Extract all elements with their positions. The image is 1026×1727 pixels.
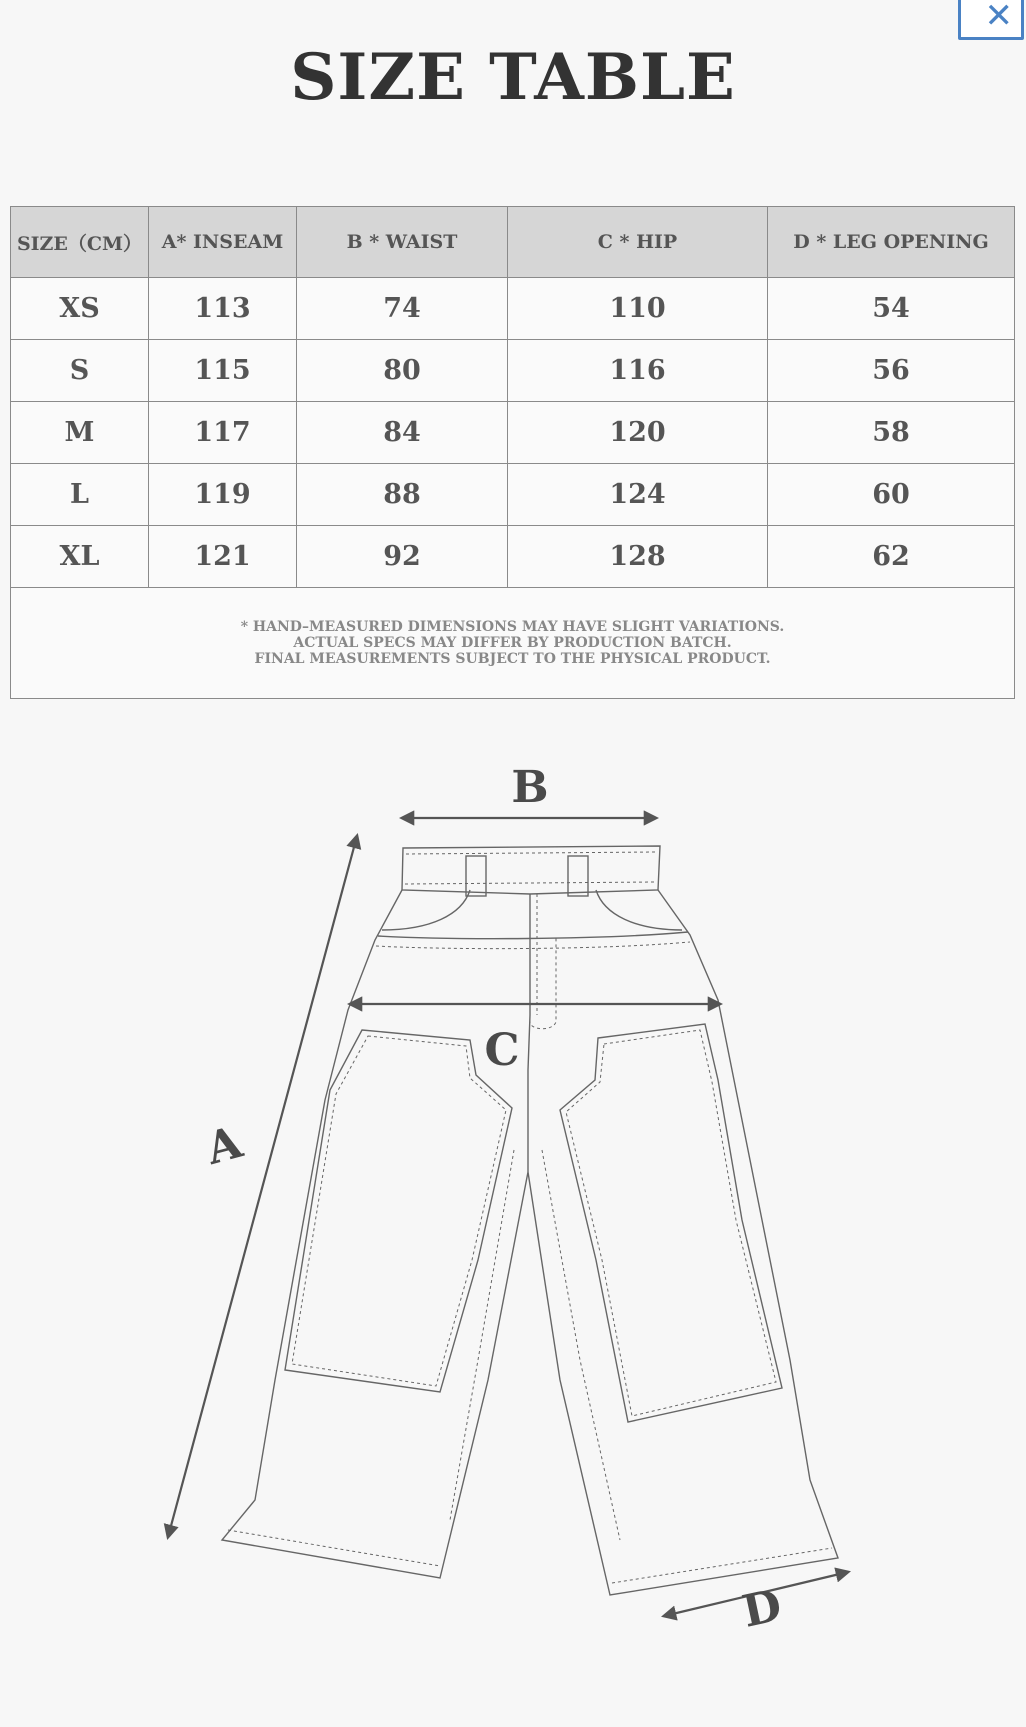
- header-leg-opening: D * LEG OPENING: [768, 207, 1015, 278]
- cell-hip: 110: [508, 278, 768, 340]
- note-line: ACTUAL SPECS MAY DIFFER BY PRODUCTION BATCH.: [293, 635, 732, 651]
- table-row: [11, 402, 1015, 464]
- cell-inseam: 113: [149, 278, 297, 340]
- label-a: A: [201, 1116, 248, 1176]
- cell-waist: 74: [297, 278, 508, 340]
- header-waist: B * WAIST: [297, 207, 508, 278]
- cell-size: L: [11, 464, 149, 526]
- table-row: [11, 278, 1015, 340]
- cell-hip: 128: [508, 526, 768, 588]
- cell-leg-opening: 56: [768, 340, 1015, 402]
- cell-hip: 124: [508, 464, 768, 526]
- label-c: C: [484, 1025, 520, 1076]
- cell-leg-opening: 58: [768, 402, 1015, 464]
- dimension-arrows: [168, 818, 848, 1616]
- page-title: SIZE TABLE: [290, 40, 736, 115]
- cell-waist: 80: [297, 340, 508, 402]
- size-table: [10, 206, 1015, 699]
- header-size: SIZE（CM）: [11, 207, 149, 278]
- cell-waist: 92: [297, 526, 508, 588]
- cell-leg-opening: 62: [768, 526, 1015, 588]
- cell-hip: 120: [508, 402, 768, 464]
- cell-inseam: 121: [149, 526, 297, 588]
- cell-waist: 88: [297, 464, 508, 526]
- header-hip: C * HIP: [508, 207, 768, 278]
- cell-inseam: 119: [149, 464, 297, 526]
- measurement-note: [11, 588, 1015, 699]
- header-inseam: A* INSEAM: [149, 207, 297, 278]
- pants-diagram-icon: [0, 740, 1026, 1720]
- table-row: [11, 464, 1015, 526]
- cell-size: XS: [11, 278, 149, 340]
- note-line: FINAL MEASUREMENTS SUBJECT TO THE PHYSICAL PRODUCT.: [254, 651, 771, 667]
- cell-leg-opening: 60: [768, 464, 1015, 526]
- cell-size: XL: [11, 526, 149, 588]
- label-d: D: [738, 1579, 786, 1638]
- cell-hip: 116: [508, 340, 768, 402]
- table-row: [11, 340, 1015, 402]
- cell-size: S: [11, 340, 149, 402]
- label-b: B: [511, 762, 549, 813]
- table-row: [11, 526, 1015, 588]
- cell-waist: 84: [297, 402, 508, 464]
- table-header-row: [11, 207, 1015, 278]
- close-button[interactable]: [958, 0, 1024, 40]
- note-line: * HAND–MEASURED DIMENSIONS MAY HAVE SLIGHT VARIATIONS.: [240, 619, 785, 635]
- cell-size: M: [11, 402, 149, 464]
- note-row: [11, 588, 1015, 699]
- pants-outline: [222, 846, 838, 1595]
- cell-leg-opening: 54: [768, 278, 1015, 340]
- close-icon: ✕: [984, 0, 1013, 36]
- cell-inseam: 117: [149, 402, 297, 464]
- cell-inseam: 115: [149, 340, 297, 402]
